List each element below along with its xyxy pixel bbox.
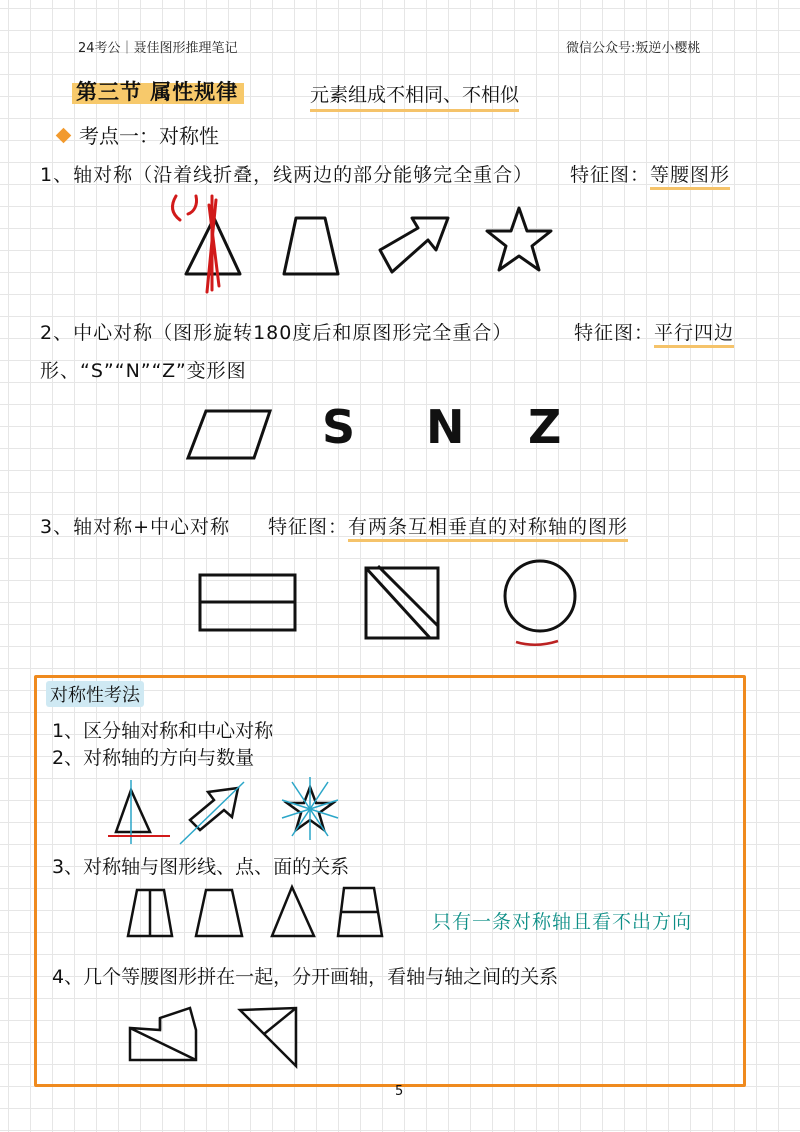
item2-line2: 形、“S”“N”“Z”变形图 (40, 360, 247, 382)
topic-text: 考点一：对称性 (79, 124, 219, 148)
item1-feature-value: 等腰图形 (650, 164, 730, 190)
trapezoid (284, 218, 338, 274)
item3-feature-label: 特征图： (268, 516, 349, 538)
box-line1: 1、区分轴对称和中心对称 (52, 720, 274, 742)
header-right: 微信公众号:叛逆小樱桃 (566, 41, 701, 56)
item2-feature (574, 318, 734, 345)
section-title: 第三节 属性规律 (72, 76, 244, 107)
circle-shape (505, 561, 575, 631)
arrow-shape (380, 218, 448, 272)
star-shape (487, 208, 551, 270)
item2-feature-value: 平行四边 (654, 322, 734, 348)
box-line3: 3、对称轴与图形线、点、面的关系 (52, 856, 350, 878)
box-title: 对称性考法 (46, 681, 144, 707)
item1-text: 1、轴对称（沿着线折叠，线两边的部分能够完全重合） (40, 164, 534, 186)
box-line4: 4、几个等腰图形拼在一起，分开画轴，看轴与轴之间的关系 (52, 966, 559, 988)
box-note: 只有一条对称轴且看不出方向 (432, 911, 693, 933)
item3-feature-value: 有两条互相垂直的对称轴的图形 (348, 516, 628, 542)
letter-s: S (322, 400, 356, 454)
section-subtitle: 元素组成不相同、不相似 (310, 80, 519, 112)
item3-feature (268, 512, 628, 539)
item2-text: 2、中心对称（图形旋转180度后和原图形完全重合） (40, 322, 513, 344)
red-underline-mark (516, 641, 558, 645)
letter-z: Z (528, 400, 562, 454)
page-number: 5 (395, 1084, 404, 1099)
item3-text: 3、轴对称+中心对称 (40, 516, 231, 538)
box-line2: 2、对称轴的方向与数量 (52, 747, 255, 769)
item1-feature-label: 特征图： (570, 164, 651, 186)
red-axis-annotation (173, 196, 219, 292)
item2-feature-label: 特征图： (574, 322, 655, 344)
parallelogram (188, 411, 270, 458)
letter-n: N (426, 400, 465, 454)
header-left: 24考公｜聂佳图形推理笔记 (78, 41, 238, 56)
